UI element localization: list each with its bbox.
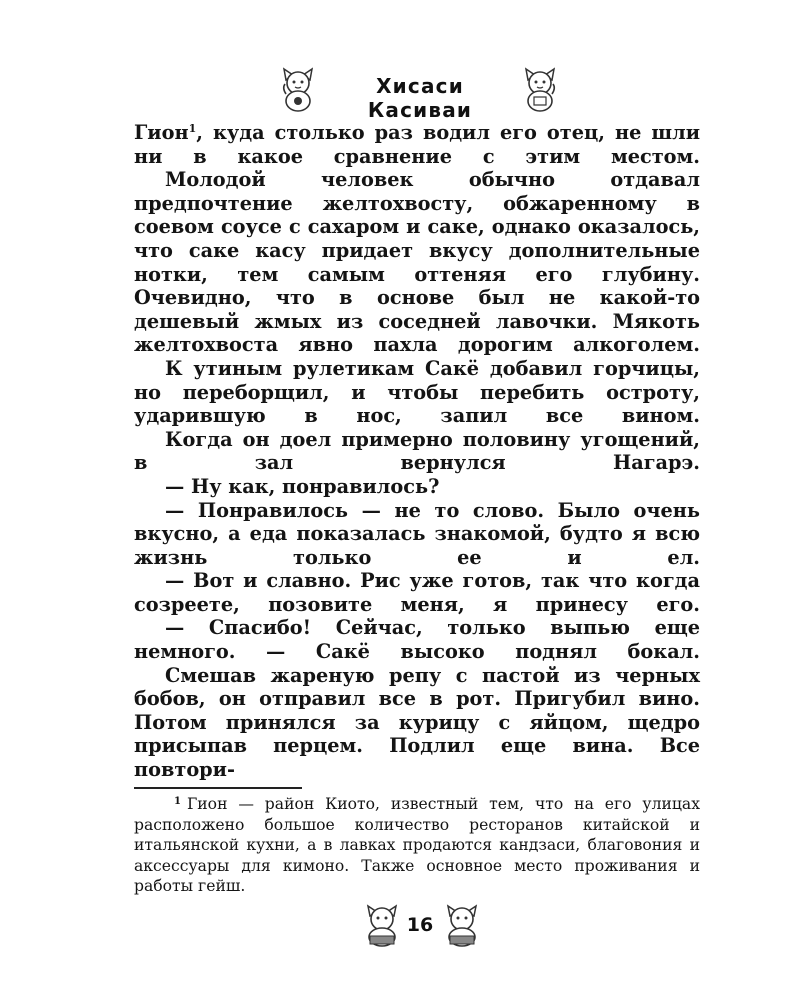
running-header (0, 66, 800, 122)
maneki-neko-cat-icon (440, 902, 484, 948)
page-number: 16 (406, 914, 434, 936)
paragraph: Смешав жареную репу с пастой из черных бобов, он отправил все в рот. Пригубил вино. Потом принялся за курицу с яйцом, щедро присыпав перцем. Подлил еще вина. Все повтори- (134, 663, 700, 782)
maneki-neko-cat-icon (278, 66, 318, 112)
main-text (134, 121, 700, 782)
author-name: Хисаси Касиваи (367, 74, 473, 122)
footnote-divider (134, 787, 302, 789)
footnote-reference: 1 (188, 122, 197, 135)
first-word: Гион (134, 121, 189, 144)
dialogue-line: — Понравилось — не то слово. Было очень вкусно, а еда показалась знакомой, будто я всю жизнь только ее и ел. (134, 498, 700, 569)
footnote (134, 794, 700, 897)
dialogue-line: — Спасибо! Сейчас, только выпью еще немного. — Сакё высоко поднял бокал. (134, 616, 700, 664)
footnote-text: $^1$ Гион — район Киото, известный тем, что на его улицах расположено большое количество ресторанов китайской и итальянской кухни, а в лавках продаются кандзаси, благовония и аксессуары для кимоно. Также основное место проживания и работы гейш. (134, 795, 700, 896)
maneki-neko-cat-icon (520, 66, 560, 112)
page-folio (0, 902, 800, 948)
paragraph: К утиным рулетикам Сакё добавил горчицы, но переборщил, и чтобы перебить остроту, ударившую в нос, запил все вином. (134, 356, 700, 428)
dialogue-line: — Вот и славно. Рис уже готов, так что когда созреете, позовите меня, я принесу его. (134, 569, 700, 616)
dialogue-line: — Ну как, понравилось? (165, 474, 440, 498)
maneki-neko-cat-icon (360, 902, 404, 948)
paragraph: Молодой человек обычно отдавал предпочтение желтохвосту, обжаренному в соевом соусе с сахаром и саке, однако оказалось, что саке касу придает вкусу дополнительные нотки, тем самым оттеняя его глубину. Очевидно, что в основе был не какой-то дешевый жмых из соседней лавочки. Мякоть желтохвоста явно пахла дорогим алкоголем. (134, 168, 700, 357)
paragraph: Когда он доел примерно половину угощений, в зал вернулся Нагарэ. (134, 427, 700, 475)
footnote-mark: 1 (174, 796, 181, 807)
paragraph: Гион$^1$, куда столько раз водил его отец, не шли ни в какое сравнение с этим местом. (134, 121, 700, 168)
